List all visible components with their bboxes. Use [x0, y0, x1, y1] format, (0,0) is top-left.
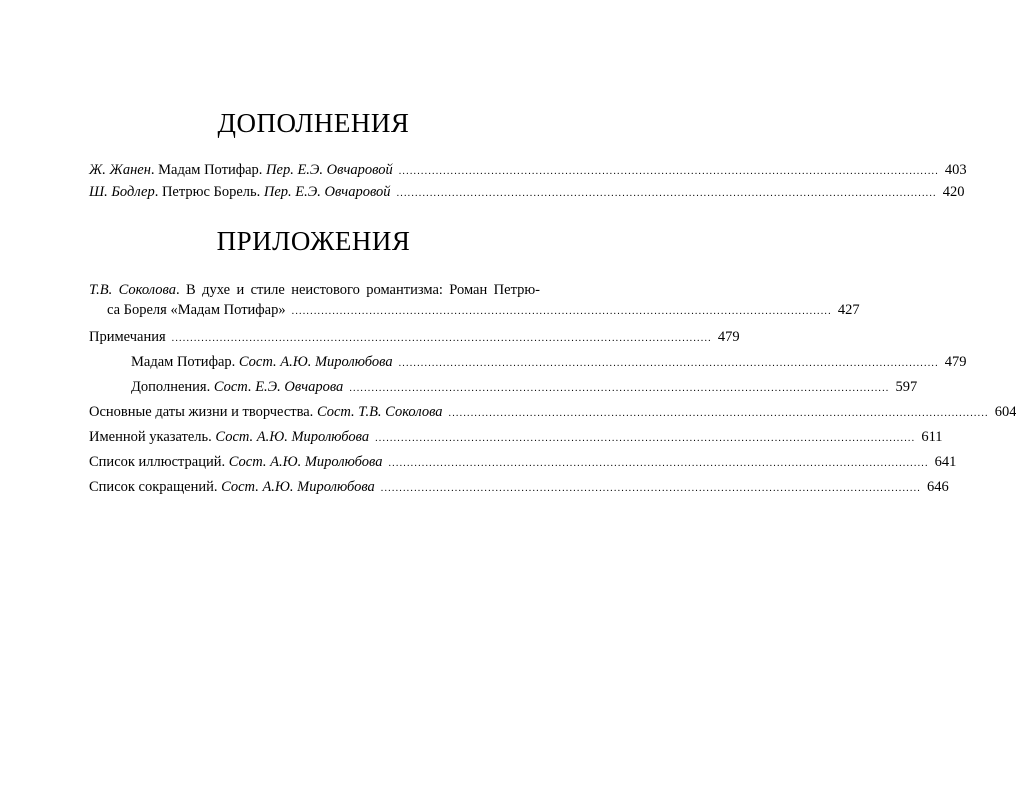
entry-page: 641 [934, 454, 957, 470]
entry-work: Мадам Потифар. [158, 162, 267, 178]
entry-page: 403 [944, 162, 967, 178]
entry-text [89, 402, 443, 422]
entry-sep: . [150, 162, 159, 178]
entry-work: Примечания [89, 329, 166, 345]
entry-text [89, 327, 166, 347]
entry-work: Основные даты жизни и творчества. [89, 404, 317, 420]
entry-credit: Сост. А.Ю. Миролюбова [238, 354, 393, 370]
entry-work-cont: са Бореля «Мадам Потифар» [107, 302, 286, 318]
entry-work: Мадам Потифар. [131, 354, 239, 370]
dot-leader: .................................................................................................................................................. [388, 458, 929, 469]
entry-text [89, 477, 375, 497]
dot-leader: .................................................................................................................................................. [349, 383, 890, 394]
toc-entry[interactable] [89, 427, 943, 449]
entry-page: 646 [926, 479, 949, 495]
additions-title: ДОПОЛНЕНИЯ [217, 108, 410, 138]
appendices-list [89, 280, 1016, 499]
entry-work: Список иллюстраций. [89, 454, 229, 470]
entry-page: 427 [837, 302, 860, 318]
dot-leader: .................................................................................................................................................. [448, 408, 989, 419]
entry-text [131, 377, 343, 397]
entry-credit: Пер. Е.Э. Овчаровой [263, 184, 391, 200]
entry-page: 479 [944, 354, 967, 370]
entry-text [89, 427, 369, 447]
entry-text [89, 452, 382, 472]
entry-credit: Сост. А.Ю. Миролюбова [221, 479, 375, 495]
entry-author: Т.В. Соколова [89, 282, 176, 298]
entry-page: 420 [942, 184, 965, 200]
dot-leader: .................................................................................................................................................. [291, 306, 832, 317]
toc-entry[interactable] [89, 477, 949, 499]
dot-leader: .................................................................................................................................................. [398, 166, 939, 177]
entry-credit: Пер. Е.Э. Овчаровой [266, 162, 393, 178]
dot-leader: .................................................................................................................................................. [380, 483, 921, 494]
entry-credit: Сост. Е.Э. Овчарова [213, 379, 344, 395]
entry-credit: Сост. Т.В. Соколова [316, 404, 443, 420]
dot-leader: .................................................................................................................................................. [396, 188, 937, 199]
entry-text [89, 160, 393, 180]
entry-page: 479 [717, 329, 740, 345]
entry-work: Дополнения. [131, 379, 214, 395]
toc-entry[interactable] [89, 402, 1016, 424]
toc-entry[interactable] [89, 327, 740, 349]
entry-work: . В духе и стиле неистового романтизма: Роман Петрю- [176, 282, 540, 298]
entry-text [131, 352, 393, 372]
toc-entry[interactable] [89, 182, 965, 204]
toc-entry[interactable] [89, 352, 967, 374]
toc-entry[interactable] [89, 280, 860, 322]
entry-page: 604 [994, 404, 1016, 420]
entry-page: 611 [921, 429, 943, 445]
entry-text [89, 182, 391, 202]
entry-text-line1 [89, 280, 540, 300]
entry-work: Именной указатель. [89, 429, 216, 445]
entry-author: Ж. Жанен [89, 162, 151, 178]
entry-page: 597 [895, 379, 918, 395]
entry-continuation [89, 300, 860, 322]
dot-leader: .................................................................................................................................................. [375, 433, 916, 444]
toc-entry[interactable] [89, 160, 967, 182]
entry-author: Ш. Бодлер [89, 184, 155, 200]
entry-work: Список сокращений. [89, 479, 222, 495]
additions-list [89, 160, 967, 204]
dot-leader: .................................................................................................................................................. [398, 358, 939, 369]
toc-entry[interactable] [89, 452, 957, 474]
entry-work: Петрюс Борель. [161, 184, 264, 200]
entry-credit: Сост. А.Ю. Миролюбова [228, 454, 383, 470]
appendices-title: ПРИЛОЖЕНИЯ [216, 226, 411, 256]
entry-sep: . [154, 184, 162, 200]
entry-credit: Сост. А.Ю. Миролюбова [215, 429, 370, 445]
dot-leader: .................................................................................................................................................. [171, 333, 712, 344]
toc-entry[interactable] [89, 377, 918, 399]
